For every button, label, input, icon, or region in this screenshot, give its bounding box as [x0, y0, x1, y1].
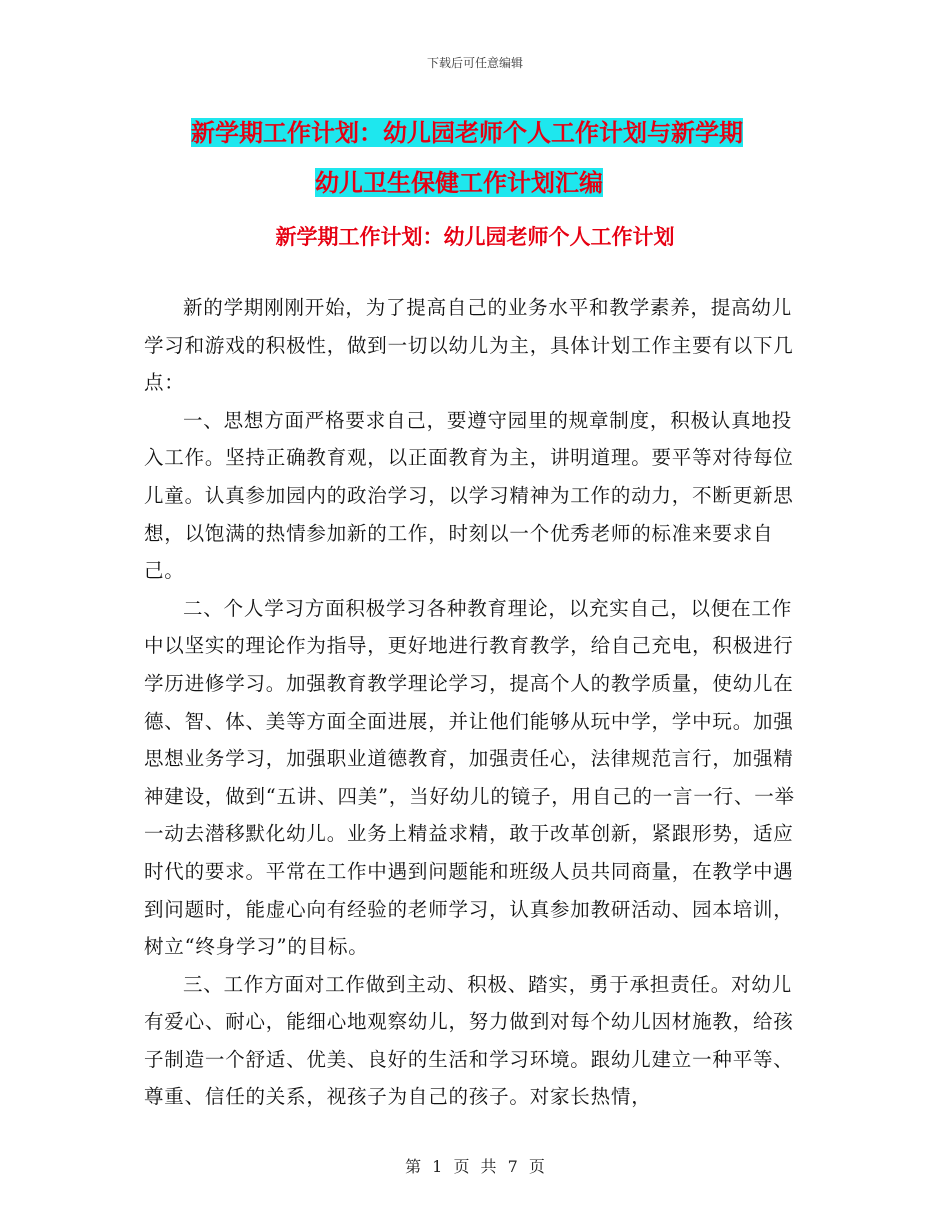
- page-number-footer: 第 1 页 共 7 页: [405, 1157, 545, 1176]
- section-title: 新学期工作计划：幼儿园老师个人工作计划: [275, 224, 675, 249]
- paragraph: 三、工作方面对工作做到主动、积极、踏实，勇于承担责任。对幼儿有爱心、耐心，能细心地观察幼儿，努力做到对每个幼儿因材施教，给孩子制造一个舒适、优美、良好的生活和学习环境。跟幼儿建立一种平等、尊重、信任的关系，视孩子为自己的孩子。对家长热情，: [144, 972, 794, 1109]
- document-title: [185, 108, 825, 208]
- document-title-line-2: 幼儿卫生保健工作计划汇编: [315, 168, 603, 197]
- header-note: 下载后可任意编辑: [426, 56, 523, 70]
- document-body: [144, 289, 806, 1116]
- paragraph: 新的学期刚刚开始，为了提高自己的业务水平和教学素养，提高幼儿学习和游戏的积极性，做到一切以幼儿为主，具体计划工作主要有以下几点：: [144, 296, 794, 395]
- document-title-line-1: 新学期工作计划：幼儿园老师个人工作计划与新学期: [191, 118, 743, 147]
- paragraph: 二、个人学习方面积极学习各种教育理论，以充实自己，以便在工作中以坚实的理论作为指导，更好地进行教育教学，给自己充电，积极进行学历进修学习。加强教育教学理论学习，提高个人的教学质量，使幼儿在德、智、体、美等方面全面进展，并让他们能够从玩中学，学中玩。加强思想业务学习，加强职业道德教育，加强责任心，法律规范言行，加强精神建设，做到“五讲、四美”，当好幼儿的镜子，用自己的一言一行、一举一动去潜移默化幼儿。业务上精益求精，敢于改革创新，紧跟形势，适应时代的要求。平常在工作中遇到问题能和班级人员共同商量，在教学中遇到问题时，能虚心向有经验的老师学习，认真参加教研活动、园本培训，树立“终身学习”的目标。: [144, 596, 795, 959]
- paragraph: 一、思想方面严格要求自己，要遵守园里的规章制度，积极认真地投入工作。坚持正确教育观，以正面教育为主，讲明道理。要平等对待每位儿童。认真参加园内的政治学习，以学习精神为工作的动力，不断更新思想，以饱满的热情参加新的工作，时刻以一个优秀老师的标准来要求自己。: [144, 408, 794, 583]
